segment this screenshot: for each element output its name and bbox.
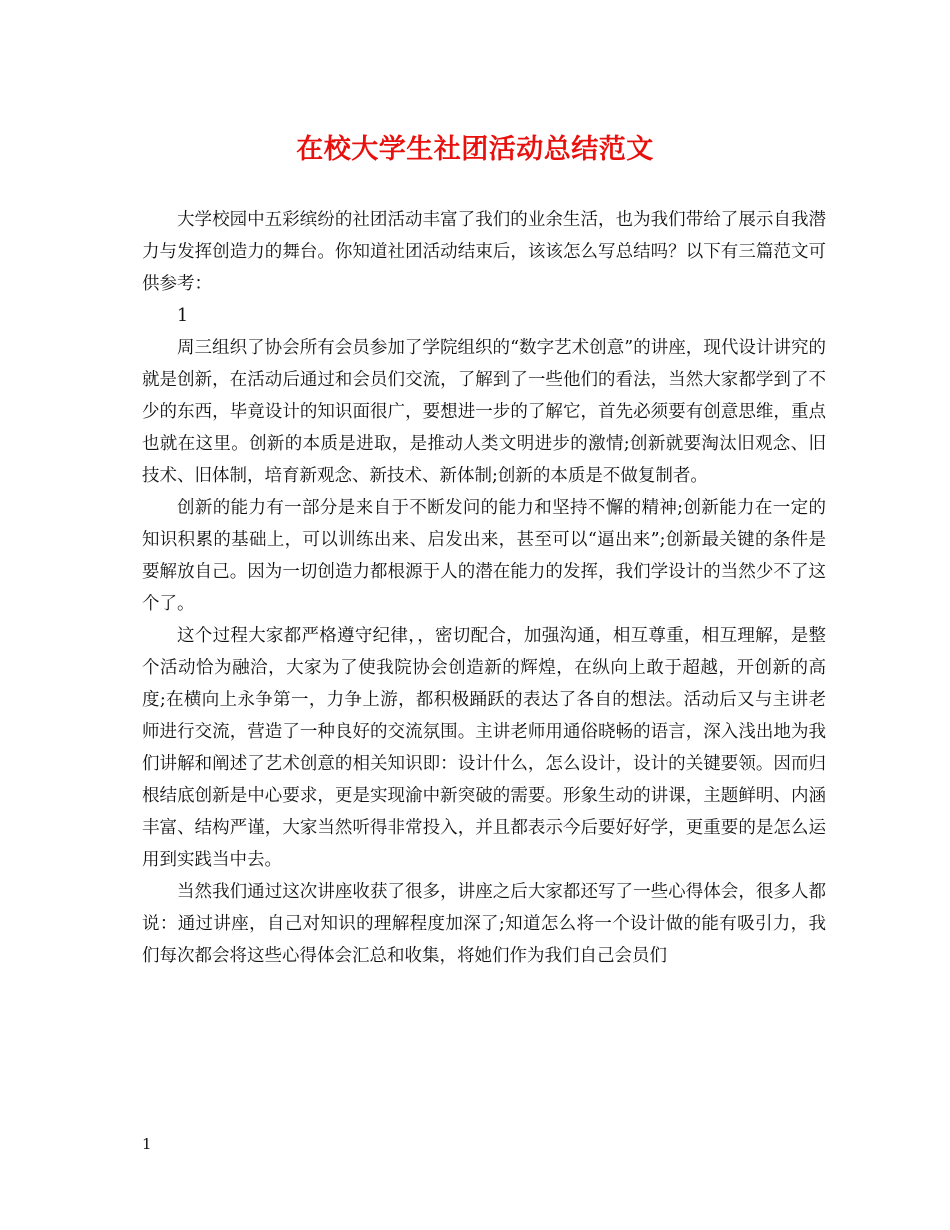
intro-paragraph: 大学校园中五彩缤纷的社团活动丰富了我们的业余生活，也为我们带给了展示自我潜力与发挥创造力的舞台。你知道社团活动结束后，该该怎么写总结吗？以下有三篇范文可供参考： <box>142 210 826 294</box>
body-paragraph: 创新的能力有一部分是来自于不断发问的能力和坚持不懈的精神;创新能力在一定的知识积累的基础上，可以训练出来、启发出来，甚至可以“逼出来”;创新最关键的条件是要解放自己。因为一切创造力都根源于人的潜在能力的发挥，我们学设计的当然少不了这个了。 <box>142 498 826 614</box>
section-number: 1 <box>177 306 189 326</box>
page-number: 1 <box>142 1135 152 1153</box>
body-paragraph: 这个过程大家都严格遵守纪律，，密切配合，加强沟通，相互尊重，相互理解，是整个活动恰为融洽，大家为了使我院协会创造新的辉煌，在纵向上敢于超越，开创新的高度;在横向上永争第一，力争上游，都积极踊跃的表达了各自的想法。活动后又与主讲老师进行交流，营造了一种良好的交流氛围。主讲老师用通俗晓畅的语言，深入浅出地为我们讲解和阐述了艺术创意的相关知识即：设计什么，怎么设计，设计的关键要领。因而归根结底创新是中心要求，更是实现渝中新突破的需要。形象生动的讲课，主题鲜明、内涵丰富、结构严谨，大家当然听得非常投入，并且都表示今后要好好学，更重要的是怎么运用到实践当中去。 <box>142 626 826 870</box>
document-title: 在校大学生社团活动总结范文 <box>296 134 654 165</box>
document-body <box>142 204 826 972</box>
body-paragraph: 周三组织了协会所有会员参加了学院组织的“数字艺术创意”的讲座，现代设计讲究的就是创新，在活动后通过和会员们交流，了解到了一些他们的看法，当然大家都学到了不少的东西，毕竟设计的知识面很广，要想进一步的了解它，首先必须要有创意思维，重点也就在这里。创新的本质是进取，是推动人类文明进步的激情;创新就要淘汰旧观念、旧技术、旧体制，培育新观念、新技术、新体制;创新的本质是不做复制者。 <box>142 338 826 486</box>
body-paragraph: 当然我们通过这次讲座收获了很多，讲座之后大家都还写了一些心得体会，很多人都说：通过讲座，自己对知识的理解程度加深了;知道怎么将一个设计做的能有吸引力，我们每次都会将这些心得体会汇总和收集，将她们作为我们自己会员们 <box>142 882 826 966</box>
